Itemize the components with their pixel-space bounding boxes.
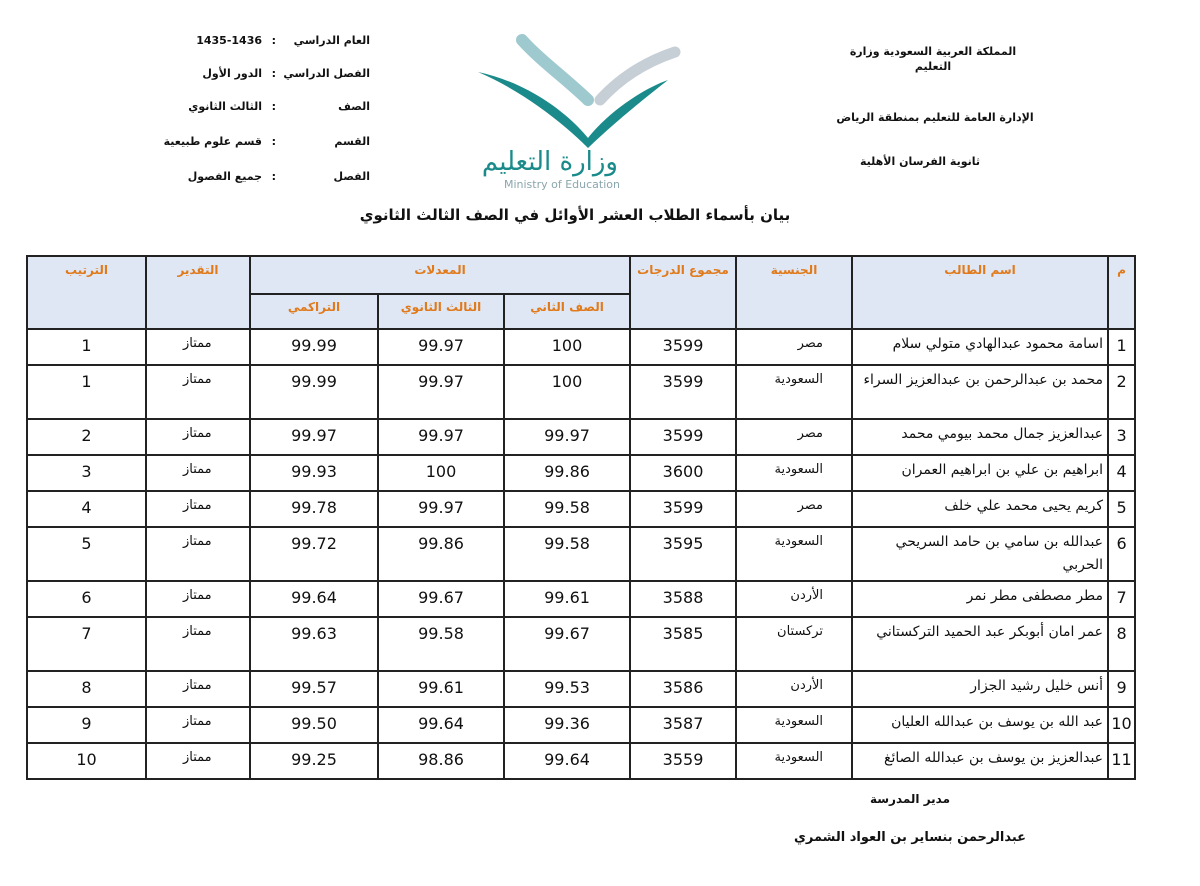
cell-cumulative: 99.64 — [250, 581, 378, 617]
top-students-table — [26, 255, 1136, 780]
cell-second-grade: 99.97 — [504, 419, 630, 455]
cell-rank: 5 — [27, 527, 146, 581]
cell-name: اسامة محمود عبدالهادي متولي سلام — [852, 329, 1108, 365]
cell-name: عمر امان أبوبكر عبد الحميد التركستاني — [852, 617, 1108, 671]
logo-arabic-text: وزارة التعليم — [481, 147, 618, 177]
cell-total: 3585 — [630, 617, 736, 671]
cell-third-secondary: 99.58 — [378, 617, 504, 671]
info-colon: : — [271, 135, 276, 148]
table-row — [27, 455, 1135, 491]
cell-rank: 9 — [27, 707, 146, 743]
header-index: م — [1108, 256, 1135, 329]
cell-index: 4 — [1108, 455, 1135, 491]
cell-index: 1 — [1108, 329, 1135, 365]
cell-third-secondary: 100 — [378, 455, 504, 491]
cell-nationality: السعودية — [736, 527, 852, 581]
cell-nationality: الأردن — [736, 581, 852, 617]
cell-total: 3599 — [630, 419, 736, 455]
table-row — [27, 419, 1135, 455]
cell-nationality: مصر — [736, 419, 852, 455]
cell-index: 5 — [1108, 491, 1135, 527]
header-estimate: التقدير — [146, 256, 250, 329]
info-label: الفصل الدراسي — [283, 67, 370, 80]
cell-nationality: مصر — [736, 329, 852, 365]
info-label: العام الدراسي — [293, 34, 370, 47]
cell-total: 3587 — [630, 707, 736, 743]
table-row — [27, 329, 1135, 365]
cell-cumulative: 99.93 — [250, 455, 378, 491]
info-label: القسم — [334, 135, 370, 148]
cell-rank: 6 — [27, 581, 146, 617]
cell-estimate: ممتاز — [146, 581, 250, 617]
header-nationality: الجنسية — [736, 256, 852, 329]
cell-rank: 10 — [27, 743, 146, 779]
info-value: الثالث الثانوي — [188, 100, 262, 113]
cell-nationality: السعودية — [736, 707, 852, 743]
cell-third-secondary: 99.67 — [378, 581, 504, 617]
table-row — [27, 491, 1135, 527]
info-colon: : — [271, 34, 276, 47]
document-title: بيان بأسماء الطلاب العشر الأوائل في الصف الثالث الثانوي — [359, 206, 791, 224]
cell-rank: 1 — [27, 329, 146, 365]
cell-index: 9 — [1108, 671, 1135, 707]
cell-estimate: ممتاز — [146, 365, 250, 419]
logo-english-text: Ministry of Education — [503, 178, 620, 191]
info-value: جميع الفصول — [187, 170, 262, 183]
header-third-secondary: الثالث الثانوي — [378, 294, 504, 329]
cell-nationality: السعودية — [736, 743, 852, 779]
cell-name: عبد الله بن يوسف بن عبدالله العليان — [852, 707, 1108, 743]
cell-name: كريم يحيى محمد علي خلف — [852, 491, 1108, 527]
cell-name: عبدالله بن سامي بن حامد السريحي الحربي — [852, 527, 1108, 581]
cell-third-secondary: 99.61 — [378, 671, 504, 707]
cell-third-secondary: 99.97 — [378, 365, 504, 419]
cell-total: 3600 — [630, 455, 736, 491]
cell-second-grade: 99.86 — [504, 455, 630, 491]
cell-rank: 1 — [27, 365, 146, 419]
table-row — [27, 365, 1135, 419]
cell-total: 3595 — [630, 527, 736, 581]
principal-label: مدير المدرسة — [869, 792, 951, 806]
cell-second-grade: 99.58 — [504, 491, 630, 527]
cell-total: 3599 — [630, 329, 736, 365]
header-student-name: اسم الطالب — [852, 256, 1108, 329]
table-row — [27, 617, 1135, 671]
cell-cumulative: 99.63 — [250, 617, 378, 671]
cell-total: 3559 — [630, 743, 736, 779]
cell-estimate: ممتاز — [146, 671, 250, 707]
cell-third-secondary: 99.64 — [378, 707, 504, 743]
school-name: ثانوية الفرسان الأهلية — [860, 155, 980, 168]
cell-rank: 4 — [27, 491, 146, 527]
cell-cumulative: 99.50 — [250, 707, 378, 743]
cell-total: 3599 — [630, 491, 736, 527]
education-admin-heading: الإدارة العامة للتعليم بمنطقة الرياض — [836, 111, 1034, 124]
info-colon: : — [271, 170, 276, 183]
table-row — [27, 671, 1135, 707]
cell-third-secondary: 99.97 — [378, 491, 504, 527]
table-row — [27, 581, 1135, 617]
cell-cumulative: 99.78 — [250, 491, 378, 527]
ministry-logo — [470, 30, 685, 195]
info-value: قسم علوم طبيعية — [163, 135, 262, 148]
info-label: الصف — [338, 100, 370, 113]
cell-nationality: مصر — [736, 491, 852, 527]
info-colon: : — [271, 100, 276, 113]
cell-third-secondary: 99.86 — [378, 527, 504, 581]
table-row — [27, 707, 1135, 743]
principal-name: عبدالرحمن بنساير بن العواد الشمري — [793, 830, 1027, 845]
cell-estimate: ممتاز — [146, 527, 250, 581]
header-second-grade: الصف الثاني — [504, 294, 630, 329]
cell-nationality: تركستان — [736, 617, 852, 671]
cell-total: 3588 — [630, 581, 736, 617]
table-row — [27, 527, 1135, 581]
cell-name: عبدالعزيز بن يوسف بن عبدالله الصائغ — [852, 743, 1108, 779]
cell-estimate: ممتاز — [146, 707, 250, 743]
cell-estimate: ممتاز — [146, 491, 250, 527]
cell-estimate: ممتاز — [146, 455, 250, 491]
cell-index: 2 — [1108, 365, 1135, 419]
cell-rank: 8 — [27, 671, 146, 707]
cell-rank: 7 — [27, 617, 146, 671]
cell-name: محمد بن عبدالرحمن بن عبدالعزيز السراء — [852, 365, 1108, 419]
cell-estimate: ممتاز — [146, 329, 250, 365]
info-value: الدور الأول — [202, 67, 262, 80]
cell-index: 11 — [1108, 743, 1135, 779]
cell-estimate: ممتاز — [146, 743, 250, 779]
cell-second-grade: 99.67 — [504, 617, 630, 671]
cell-cumulative: 99.72 — [250, 527, 378, 581]
cell-second-grade: 99.58 — [504, 527, 630, 581]
cell-name: مطر مصطفى مطر نمر — [852, 581, 1108, 617]
info-grade — [150, 100, 370, 118]
cell-index: 6 — [1108, 527, 1135, 581]
cell-cumulative: 99.25 — [250, 743, 378, 779]
info-academic-year — [150, 34, 370, 52]
cell-second-grade: 99.53 — [504, 671, 630, 707]
cell-cumulative: 99.57 — [250, 671, 378, 707]
cell-cumulative: 99.99 — [250, 365, 378, 419]
info-class — [150, 170, 370, 188]
header-rank: الترتيب — [27, 256, 146, 329]
cell-nationality: السعودية — [736, 365, 852, 419]
cell-total: 3599 — [630, 365, 736, 419]
cell-estimate: ممتاز — [146, 419, 250, 455]
cell-second-grade: 100 — [504, 365, 630, 419]
cell-name: ابراهيم بن علي بن ابراهيم العمران — [852, 455, 1108, 491]
info-label: الفصل — [333, 170, 370, 183]
cell-rank: 3 — [27, 455, 146, 491]
info-term — [150, 67, 370, 85]
cell-index: 7 — [1108, 581, 1135, 617]
cell-nationality: السعودية — [736, 455, 852, 491]
table-row — [27, 743, 1135, 779]
cell-second-grade: 99.61 — [504, 581, 630, 617]
header-total-marks: مجموع الدرجات — [630, 256, 736, 329]
info-colon: : — [271, 67, 276, 80]
cell-second-grade: 99.64 — [504, 743, 630, 779]
info-value: 1435-1436 — [196, 34, 262, 47]
cell-third-secondary: 98.86 — [378, 743, 504, 779]
cell-nationality: الأردن — [736, 671, 852, 707]
cell-cumulative: 99.99 — [250, 329, 378, 365]
header-cumulative: التراكمي — [250, 294, 378, 329]
cell-total: 3586 — [630, 671, 736, 707]
cell-third-secondary: 99.97 — [378, 419, 504, 455]
cell-second-grade: 100 — [504, 329, 630, 365]
cell-index: 8 — [1108, 617, 1135, 671]
header-averages: المعدلات — [250, 256, 630, 294]
cell-name: أنس خليل رشيد الجزار — [852, 671, 1108, 707]
cell-index: 3 — [1108, 419, 1135, 455]
cell-rank: 2 — [27, 419, 146, 455]
cell-name: عبدالعزيز جمال محمد بيومي محمد — [852, 419, 1108, 455]
cell-index: 10 — [1108, 707, 1135, 743]
cell-estimate: ممتاز — [146, 617, 250, 671]
cell-cumulative: 99.97 — [250, 419, 378, 455]
info-department — [150, 135, 370, 153]
cell-third-secondary: 99.97 — [378, 329, 504, 365]
kingdom-heading: المملكة العربية السعودية وزارة التعليم — [849, 45, 1017, 73]
cell-second-grade: 99.36 — [504, 707, 630, 743]
